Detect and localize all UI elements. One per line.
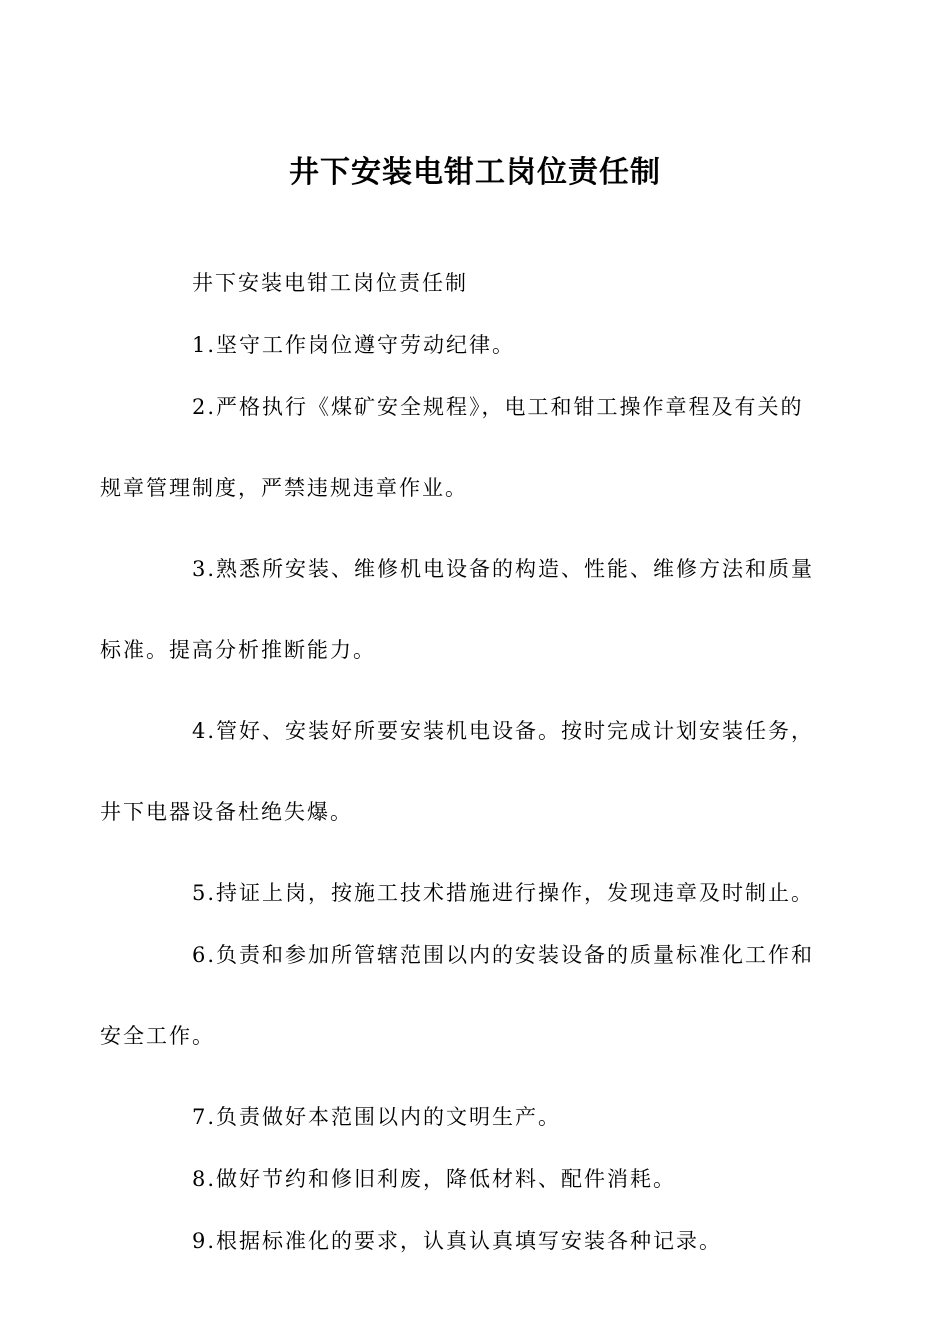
item-text-line: 做好节约和修旧利废，降低材料、配件消耗。 <box>216 1167 677 1191</box>
item-text-line: 根据标准化的要求，认真认真填写安装各种记录。 <box>216 1229 723 1253</box>
item-first-line <box>146 376 806 438</box>
item-text-line: 负责做好本范围以内的文明生产。 <box>216 1105 562 1129</box>
document-subtitle: 井下安装电钳工岗位责任制 <box>192 271 468 295</box>
item-number: 5. <box>192 881 217 905</box>
item-number: 2. <box>192 395 217 419</box>
list-item <box>146 1148 806 1210</box>
item-text-line: 管好、安装好所要安装机电设备。按时完成计划安装任务， <box>216 719 815 743</box>
list-item <box>146 314 806 376</box>
list-item <box>100 538 815 700</box>
item-text-line: 熟悉所安装、维修机电设备的构造、性能、维修方法和质量 <box>216 557 815 581</box>
list-item <box>146 1210 806 1272</box>
item-text-line: 安全工作。 <box>100 1024 215 1048</box>
item-number: 7. <box>192 1105 217 1129</box>
item-number: 9. <box>192 1229 217 1253</box>
item-number: 3. <box>192 557 217 581</box>
item-first-line <box>146 700 815 762</box>
item-text-line: 坚守工作岗位遵守劳动纪律。 <box>216 333 516 357</box>
item-number: 6. <box>192 943 217 967</box>
list-item <box>100 700 815 862</box>
list-item <box>146 1086 806 1148</box>
list-item <box>146 862 815 924</box>
item-first-line <box>146 924 815 986</box>
item-text-line: 严格执行《煤矿安全规程》，电工和钳工操作章程及有关的 <box>216 395 804 419</box>
document-body <box>100 252 815 1272</box>
item-text-line: 负责和参加所管辖范围以内的安装设备的质量标准化工作和 <box>216 943 815 967</box>
list-item <box>100 924 815 1086</box>
item-text-line: 持证上岗，按施工技术措施进行操作，发现违章及时制止。 <box>216 881 815 905</box>
item-text-line: 标准。提高分析推断能力。 <box>100 638 376 662</box>
item-text-line: 规章管理制度，严禁违规违章作业。 <box>100 476 468 500</box>
item-number: 1. <box>192 333 217 357</box>
item-number: 8. <box>192 1167 217 1191</box>
item-number: 4. <box>192 719 217 743</box>
item-first-line <box>146 538 815 600</box>
page-title: 井下安装电钳工岗位责任制 <box>289 155 661 191</box>
list-item <box>100 376 806 538</box>
item-text-line: 井下电器设备杜绝失爆。 <box>100 800 353 824</box>
